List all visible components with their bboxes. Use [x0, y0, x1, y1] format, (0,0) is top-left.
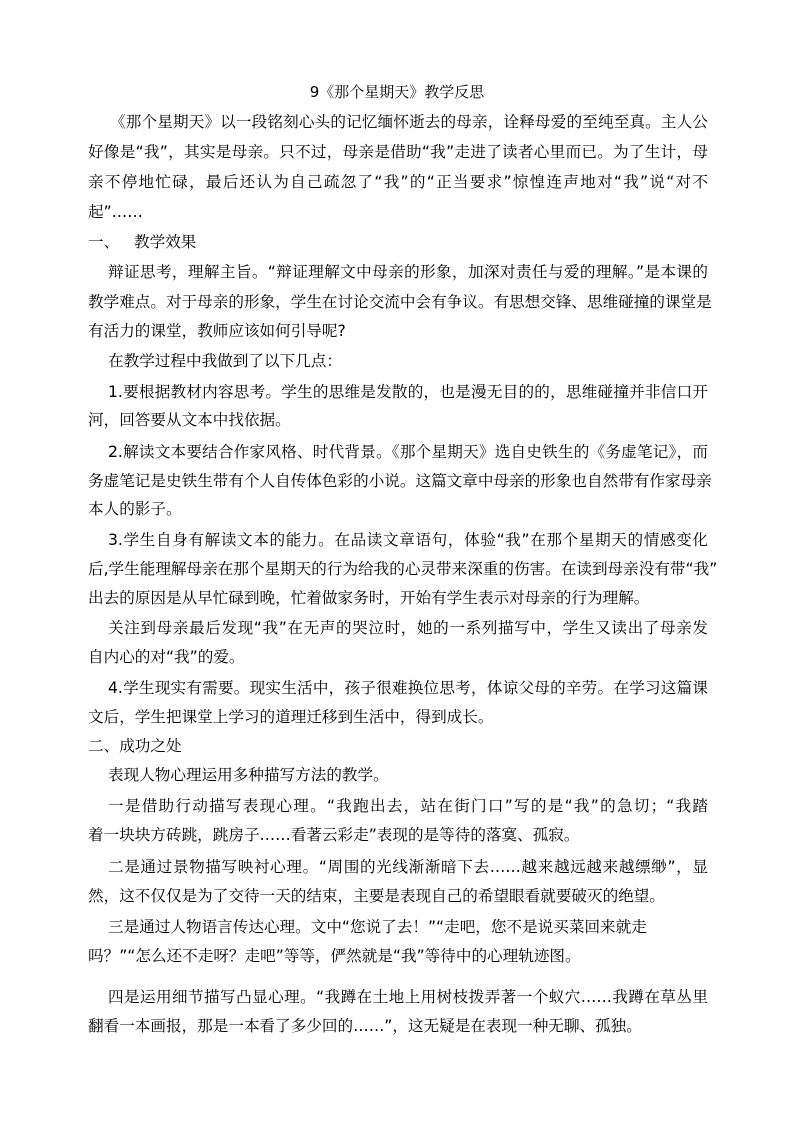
list-item-line: 吗？”“怎么还不走呀？走吧”等等，俨然就是“我”等待中的心理轨迹图。 — [88, 947, 581, 965]
paragraph-line: 教学难点。对于母亲的形象，学生在讨论交流中会有争议。有思想交锋、思维碰撞的课堂是 — [88, 293, 712, 311]
list-item-line: 本人的影子。 — [88, 500, 182, 518]
list-item-line: 2.解读文本要结合作家风格、时代背景。《那个星期天》选自史铁生的《务虚笔记》，而 — [108, 443, 708, 461]
page-title: 9《那个星期天》教学反思 — [309, 83, 485, 101]
list-item-line: 河，回答要从文本中找依据。 — [88, 411, 291, 429]
paragraph-line: 辩证思考，理解主旨。“辩证理解文中母亲的形象，加深对责任与爱的理解。”是本课的 — [108, 263, 708, 281]
intro-line-1: 《那个星期天》以一段铭刻心头的记忆缅怀逝去的母亲，诠释母爱的至纯至真。主人公 — [110, 113, 708, 131]
list-item-line: 出去的原因是从早忙碌到晚，忙着做家务时，开始有学生表示对母亲的行为理解。 — [88, 589, 650, 607]
list-item-line: 四是运用细节描写凸显心理。“我蹲在土地上用树枝拨弄著一个蚁穴……我蹲在草丛里 — [108, 988, 708, 1006]
intro-line-3: 亲不停地忙碌，最后还认为自己疏忽了“我”的“正当要求”惊惶连声地对“我”说“对不 — [88, 173, 708, 191]
list-item-line: 三是通过人物语言传达心理。文中“您说了去！”“走吧，您不是说买菜回来就走 — [108, 918, 647, 936]
list-item-line: 务虚笔记是史铁生带有个人自传体色彩的小说。这篇文章中母亲的形象也自然带有作家母亲 — [88, 472, 712, 490]
list-item-line: 文后，学生把课堂上学习的道理迁移到生活中，得到成长。 — [88, 708, 494, 726]
list-item-line: 着一块块方砖跳，跳房子……看著云彩走”表现的是等待的落寞、孤寂。 — [88, 826, 580, 844]
paragraph-line: 关注到母亲最后发现“我”在无声的哭泣时，她的一系列描写中，学生又读出了母亲发 — [108, 619, 708, 637]
section-title-1: 教学效果 — [134, 233, 197, 251]
list-item-line: 翻看一本画报，那是一本看了多少回的……”，这无疑是在表现一种无聊、孤独。 — [88, 1017, 642, 1035]
list-item-line: 1.要根据教材内容思考。学生的思维是发散的，也是漫无目的的，思维碰撞并非信口开 — [108, 383, 708, 401]
paragraph-line: 在教学过程中我做到了以下几点： — [108, 352, 342, 370]
list-item-line: 一是借助行动描写表现心理。“我跑出去，站在街门口”写的是“我”的急切；“我踏 — [108, 797, 708, 815]
section-number-1: 一、 — [88, 233, 120, 251]
intro-line-4: 起”…… — [88, 203, 143, 221]
section-heading-2: 二、成功之处 — [88, 737, 182, 755]
list-item-line: 二是通过景物描写映衬心理。“周围的光线渐渐暗下去……越来越远越来越缥缈”，显 — [108, 858, 708, 876]
section-heading-1 — [88, 231, 196, 253]
paragraph-line: 表现人物心理运用多种描写方法的教学。 — [108, 766, 389, 784]
list-item-line: 4.学生现实有需要。现实生活中，孩子很难换位思考，体谅父母的辛劳。在学习这篇课 — [108, 679, 708, 697]
paragraph-line: 自内心的对“我”的爱。 — [88, 648, 245, 666]
list-item-line: 后,学生能理解母亲在那个星期天的行为给我的心灵带来深重的伤害。在读到母亲没有带“我” — [88, 560, 718, 578]
list-item-line: 3.学生自身有解读文本的能力。在品读文章语句，体验“我”在那个星期天的情感变化 — [108, 531, 708, 549]
paragraph-line: 有活力的课堂，教师应该如何引导呢? — [88, 322, 346, 340]
list-item-line: 然，这不仅仅是为了交待一天的结束，主要是表现自己的希望眼看就要破灭的绝望。 — [88, 887, 665, 905]
intro-line-2: 好像是“我”，其实是母亲。只不过，母亲是借助“我”走进了读者心里而已。为了生计，母 — [88, 143, 708, 161]
